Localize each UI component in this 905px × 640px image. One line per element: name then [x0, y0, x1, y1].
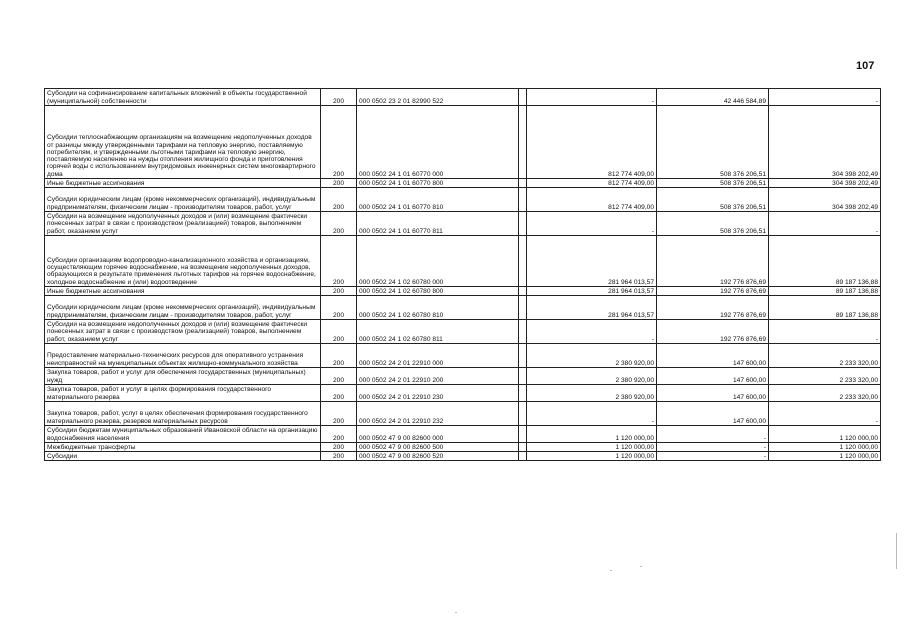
row-value-remaining: 2 233 320,00: [769, 344, 881, 368]
table-row: [45, 236, 881, 287]
row-value-assigned: 2 380 920,00: [527, 344, 657, 368]
row-value-executed: 508 376 206,51: [657, 188, 769, 212]
row-csr: 000 0502 24 1 02 60780 810: [357, 296, 519, 320]
table-row: [45, 320, 881, 344]
row-code: 200: [321, 385, 357, 402]
row-csr: 000 0502 24 1 01 60770 800: [357, 179, 519, 188]
row-value-assigned: -: [527, 320, 657, 344]
row-code: 200: [321, 426, 357, 443]
row-name: Закупка товаров, работ, услуг в целях обеспечения формирования государственного материального резерва, резервов материальных ресурсов: [45, 402, 321, 426]
row-code: 200: [321, 188, 357, 212]
row-value-remaining: 1 120 000,00: [769, 443, 881, 452]
row-value-executed: 147 600,00: [657, 402, 769, 426]
row-value-executed: 192 776 876,69: [657, 236, 769, 287]
row-csr: 000 0502 24 1 02 60780 000: [357, 236, 519, 287]
row-csr: 000 0502 24 1 01 60770 810: [357, 188, 519, 212]
table-row: [45, 212, 881, 236]
row-csr: 000 0502 24 1 01 60770 000: [357, 106, 519, 179]
row-value-executed: -: [657, 452, 769, 461]
row-value-remaining: -: [769, 320, 881, 344]
row-value-remaining: 89 187 136,88: [769, 236, 881, 287]
row-value-remaining: 1 120 000,00: [769, 452, 881, 461]
row-spacer: [519, 385, 527, 402]
table-row: [45, 402, 881, 426]
row-spacer: [519, 287, 527, 296]
row-code: 200: [321, 236, 357, 287]
row-code: 200: [321, 212, 357, 236]
row-csr: 000 0502 24 2 01 22910 000: [357, 344, 519, 368]
row-value-remaining: 89 187 136,88: [769, 287, 881, 296]
row-value-remaining: 304 398 202,49: [769, 106, 881, 179]
row-value-executed: -: [657, 426, 769, 443]
row-value-executed: -: [657, 443, 769, 452]
row-name: Межбюджетные трансферты: [45, 443, 321, 452]
table-row: [45, 426, 881, 443]
row-value-remaining: 304 398 202,49: [769, 179, 881, 188]
row-name: Субсидии теплоснабжающим организациям на возмещение недополученных доходов от разницы между утвержденными тарифами на тепловую энергию, поставляемую потребителям, и утвержденными льготными тарифами на тепловую энергию, поставляемую населению на нужды отопления жилищного фонда и приготовления горячей воды с использованием внутридомовых инженерных систем многоквартирного дома: [45, 106, 321, 179]
row-value-executed: 192 776 876,69: [657, 296, 769, 320]
row-value-remaining: -: [769, 402, 881, 426]
row-value-remaining: -: [769, 89, 881, 106]
row-value-assigned: 2 380 920,00: [527, 368, 657, 385]
row-csr: 000 0502 24 1 02 60780 800: [357, 287, 519, 296]
row-spacer: [519, 368, 527, 385]
table-row: [45, 296, 881, 320]
row-value-assigned: 1 120 000,00: [527, 426, 657, 443]
row-csr: 000 0502 47 9 00 82600 500: [357, 443, 519, 452]
row-csr: 000 0502 24 2 01 22910 232: [357, 402, 519, 426]
row-spacer: [519, 188, 527, 212]
row-value-remaining: 1 120 000,00: [769, 426, 881, 443]
row-spacer: [519, 402, 527, 426]
row-name: Субсидии бюджетам муниципальных образований Ивановской области на организацию водоснабжения населения: [45, 426, 321, 443]
row-value-executed: 508 376 206,51: [657, 106, 769, 179]
table-row: [45, 89, 881, 106]
scan-mark: [896, 533, 897, 569]
scan-mark: [455, 612, 457, 613]
row-code: 200: [321, 179, 357, 188]
budget-table: [44, 88, 881, 461]
row-value-executed: 147 600,00: [657, 385, 769, 402]
row-name: Субсидии на возмещение недополученных доходов и (или) возмещение фактически понесенных затрат в связи с производством (реализацией) товаров, выполнением работ, оказанием услуг: [45, 212, 321, 236]
row-name: Предоставление материально-технических ресурсов для оперативного устранения неисправностей на муниципальных объектах жилищно-коммунального хозяйства: [45, 344, 321, 368]
row-value-executed: 42 446 584,89: [657, 89, 769, 106]
row-spacer: [519, 212, 527, 236]
table-row: [45, 344, 881, 368]
row-value-remaining: 2 233 320,00: [769, 368, 881, 385]
row-csr: 000 0502 47 9 00 82600 520: [357, 452, 519, 461]
row-code: 200: [321, 443, 357, 452]
row-value-executed: 508 376 206,51: [657, 212, 769, 236]
row-value-remaining: 2 233 320,00: [769, 385, 881, 402]
row-name: Иные бюджетные ассигнования: [45, 179, 321, 188]
row-code: 200: [321, 344, 357, 368]
row-code: 200: [321, 287, 357, 296]
row-spacer: [519, 320, 527, 344]
row-code: 200: [321, 452, 357, 461]
row-value-remaining: 304 398 202,49: [769, 188, 881, 212]
row-csr: 000 0502 24 1 01 60770 811: [357, 212, 519, 236]
row-spacer: [519, 452, 527, 461]
row-csr: 000 0502 24 1 02 60780 811: [357, 320, 519, 344]
table-row: [45, 385, 881, 402]
table-row: [45, 443, 881, 452]
row-value-assigned: 1 120 000,00: [527, 443, 657, 452]
row-csr: 000 0502 24 2 01 22910 200: [357, 368, 519, 385]
row-spacer: [519, 344, 527, 368]
row-value-remaining: 89 187 136,88: [769, 296, 881, 320]
row-value-assigned: 812 774 409,00: [527, 179, 657, 188]
table-row: [45, 368, 881, 385]
row-value-assigned: 812 774 409,00: [527, 188, 657, 212]
row-value-assigned: 1 120 000,00: [527, 452, 657, 461]
row-name: Субсидии на возмещение недополученных доходов и (или) возмещение фактически понесенных затрат в связи с производством (реализацией) товаров, выполнением работ, оказанием услуг: [45, 320, 321, 344]
table-row: [45, 179, 881, 188]
page-number: 107: [856, 60, 875, 72]
row-value-executed: 147 600,00: [657, 368, 769, 385]
table-row: [45, 106, 881, 179]
row-code: 200: [321, 368, 357, 385]
row-code: 200: [321, 320, 357, 344]
row-name: Иные бюджетные ассигнования: [45, 287, 321, 296]
row-spacer: [519, 443, 527, 452]
row-spacer: [519, 179, 527, 188]
row-name: Субсидии юридическим лицам (кроме некоммерческих организаций), индивидуальным предпринимателям, физическим лицам - производителям товаров, работ, услуг: [45, 296, 321, 320]
row-value-assigned: 281 964 013,57: [527, 287, 657, 296]
row-spacer: [519, 89, 527, 106]
row-spacer: [519, 296, 527, 320]
row-csr: 000 0502 23 2 01 82990 522: [357, 89, 519, 106]
row-spacer: [519, 426, 527, 443]
row-value-assigned: 812 774 409,00: [527, 106, 657, 179]
row-name: Закупка товаров, работ и услуг в целях формирования государственного материального резерва: [45, 385, 321, 402]
row-value-assigned: -: [527, 212, 657, 236]
row-code: 200: [321, 296, 357, 320]
scan-mark: [610, 570, 612, 571]
row-value-assigned: 281 964 013,57: [527, 236, 657, 287]
row-value-assigned: -: [527, 89, 657, 106]
row-value-executed: 192 776 876,69: [657, 287, 769, 296]
row-csr: 000 0502 47 9 00 82600 000: [357, 426, 519, 443]
row-code: 200: [321, 89, 357, 106]
row-name: Субсидии организациям водопроводно-канализационного хозяйства и организациям, осуществляющим горячее водоснабжение, на возмещение недополученных доходов, образующихся в результате применения льготных тарифов на горячее водоснабжение, холодное водоснабжение и (или) водоотведение: [45, 236, 321, 287]
row-value-assigned: -: [527, 402, 657, 426]
row-value-assigned: 281 964 013,57: [527, 296, 657, 320]
row-csr: 000 0502 24 2 01 22910 230: [357, 385, 519, 402]
row-name: Субсидии: [45, 452, 321, 461]
row-code: 200: [321, 106, 357, 179]
row-name: Закупка товаров, работ и услуг для обеспечения государственных (муниципальных) нужд: [45, 368, 321, 385]
table-row: [45, 188, 881, 212]
row-value-assigned: 2 380 920,00: [527, 385, 657, 402]
row-spacer: [519, 106, 527, 179]
row-spacer: [519, 236, 527, 287]
row-value-executed: 508 376 206,51: [657, 179, 769, 188]
row-name: Субсидии на софинансирование капитальных вложений в объекты государственной (муниципальной) собственности: [45, 89, 321, 106]
scan-mark: [640, 566, 642, 567]
row-value-remaining: -: [769, 212, 881, 236]
row-code: 200: [321, 402, 357, 426]
row-value-executed: 147 600,00: [657, 344, 769, 368]
table-row: [45, 287, 881, 296]
row-name: Субсидии юридическим лицам (кроме некоммерческих организаций), индивидуальным предпринимателям, физическим лицам - производителям товаров, работ, услуг: [45, 188, 321, 212]
row-value-executed: 192 776 876,69: [657, 320, 769, 344]
table-row: [45, 452, 881, 461]
